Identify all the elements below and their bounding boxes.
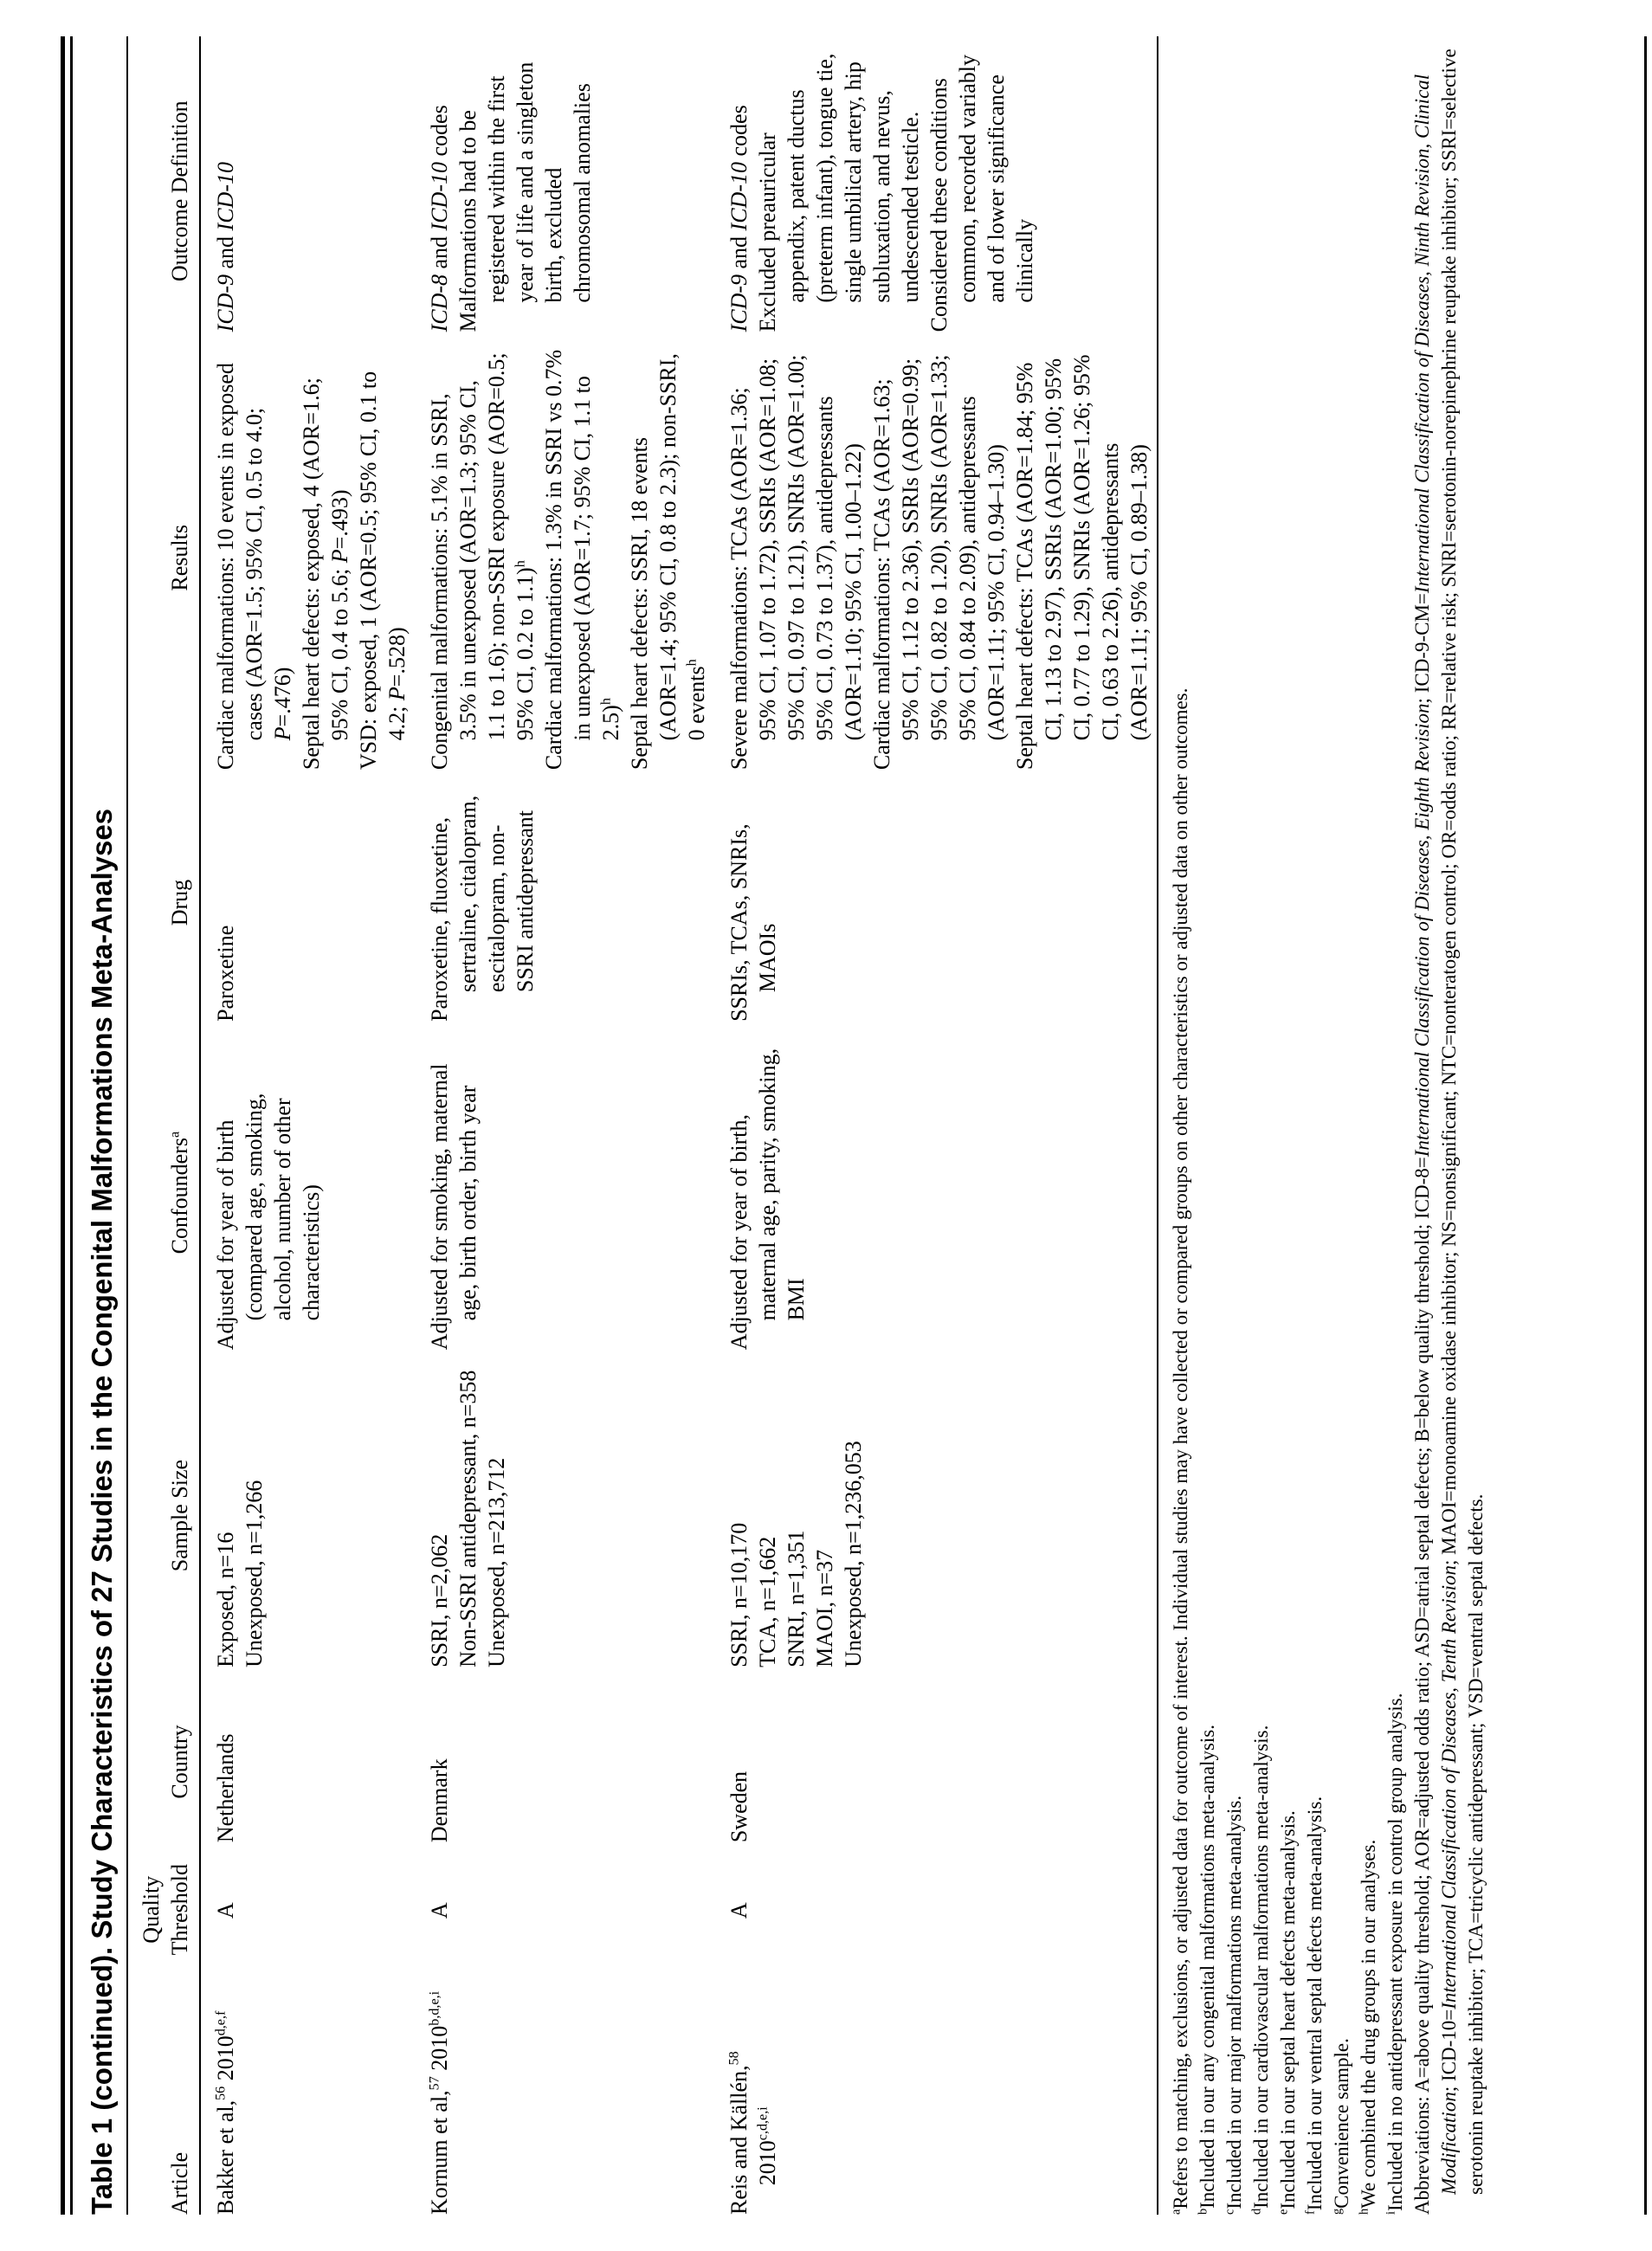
cell-paragraph: Considered these conditions common, recorded variably and of lower significance clinically — [926, 55, 1037, 332]
text-run: International Classification of Diseases, Eighth Revision — [1411, 703, 1433, 1158]
text-run: International Classification of Diseases, Ninth Revision, Clinical Modification — [1411, 74, 1460, 2195]
cell-paragraph: Paroxetine — [213, 925, 238, 1022]
cell-paragraph: Adjusted for smoking, maternal age, birth order, birth year — [427, 1063, 481, 1351]
footnote-item: $^b$Included in our any congenital malformations meta-analysis. — [1196, 1725, 1218, 2215]
cell-paragraph: Sweden — [726, 1770, 752, 1843]
footnote-item: $^e$Included in our septal heart defects meta-analysis. — [1276, 1810, 1299, 2215]
footnote-item: $^a$Refers to matching, exclusions, or adjusted data for outcome of interest. Individual studies may have collected or compared groups on other characteristics or adjusted data on other outcomes. — [1169, 687, 1191, 2215]
cell-paragraph: ICD-9 and ICD-10 codes — [726, 105, 752, 332]
cell-article — [415, 1963, 714, 2215]
cell-paragraph: Non-SSRI antidepressant, n=358 — [455, 1370, 481, 1667]
footnote-item: $^f$Included in our ventral septal defects meta-analysis. — [1303, 1796, 1326, 2215]
cell-paragraph: Unexposed, n=1,266 — [242, 1480, 267, 1667]
table-row — [714, 36, 1157, 2215]
cell-sample-size — [714, 1350, 1157, 1667]
cell-paragraph: Kornum et al,$^{57}$ 2010$^{b,d,e,i}$ — [427, 1990, 452, 2215]
cell-paragraph: Unexposed, n=1,236,053 — [841, 1441, 866, 1667]
cell-paragraph: Bakker et al,$^{56}$ 2010$^{d,e,f}$ — [213, 2010, 238, 2215]
footnote-marker: i — [1384, 2211, 1398, 2215]
footnote-marker: f — [1303, 2210, 1318, 2215]
column-header-label: Outcome Definition — [167, 100, 192, 282]
cell-paragraph: A — [726, 1902, 752, 1919]
cell-paragraph: Netherlands — [213, 1733, 238, 1843]
cell-paragraph: Congenital malformations: 5.1% in SSRI, 3.5% in unexposed (AOR=1.3; 95% CI, 1.1 to 1.6); non-SSRI exposure (AOR=0.5; 95% CI, 0.2 to 1.1)$^h$ — [427, 352, 538, 771]
column-header-label: Quality Threshold — [139, 1863, 192, 1956]
cell-paragraph: VSD: exposed, 1 (AOR=0.5; 95% CI, 0.1 to 4.2; P=.528) — [356, 371, 410, 771]
footnote-marker: b — [1196, 2208, 1210, 2215]
cell-outcome-definition — [714, 36, 1157, 332]
column-header-article — [128, 1963, 200, 2215]
page-bottom-rule — [1644, 36, 1647, 2215]
text-run: P — [270, 726, 295, 741]
cell-paragraph: Adjusted for year of birth, maternal age, parity, smoking, BMI — [726, 1048, 809, 1351]
cell-paragraph: MAOI, n=37 — [812, 1549, 837, 1667]
footnote-item: $^g$Convenience sample. — [1330, 2038, 1352, 2215]
column-header-label: Drug — [167, 879, 192, 926]
superscript: 57 — [427, 2076, 442, 2091]
cell-paragraph: SSRI, n=10,170 — [726, 1522, 752, 1667]
text-run: ICD-10 — [427, 162, 452, 231]
text-run: ICD-8 — [427, 274, 452, 332]
cell-sample-size — [200, 1350, 415, 1667]
text-run: P — [384, 687, 410, 701]
cell-confounders — [415, 1022, 714, 1350]
column-header-label: Country — [167, 1725, 192, 1799]
superscript: h — [513, 560, 528, 568]
cell-quality-threshold — [415, 1842, 714, 1963]
column-header-results — [128, 332, 200, 770]
cell-paragraph: SSRIs, TCAs, SNRIs, MAOIs — [726, 823, 780, 1022]
cell-paragraph: Severe malformations: TCAs (AOR=1.36; 95% CI, 1.07 to 1.72), SSRIs (AOR=1.08; 95% CI, 0.97 to 1.21), SNRIs (AOR=1.00; 95% CI, 0.73 to 1.37), antidepressants (AOR=1.10; 95% CI, 1.00–1.22) — [726, 354, 866, 771]
superscript: c,d,e,i — [755, 2106, 771, 2141]
column-header-drug — [128, 770, 200, 1022]
cell-outcome-definition — [200, 36, 415, 332]
cell-paragraph: Malformations had to be registered within the first year of life and a singleton birth, excluded chromosomal anomalies — [455, 61, 595, 332]
cell-paragraph: A — [213, 1902, 238, 1919]
footnote-item: $^c$Included in our major malformations meta-analysis. — [1223, 1795, 1245, 2215]
cell-country — [200, 1667, 415, 1842]
cell-paragraph: Septal heart defects: exposed, 4 (AOR=1.6; 95% CI, 0.4 to 5.6; P=.493) — [299, 377, 352, 771]
cell-paragraph: Septal heart defects: TCAs (AOR=1.84; 95% CI, 1.13 to 2.97), SSRIs (AOR=1.00; 95% CI, 0.77 to 1.29), SNRIs (AOR=1.26; 95% CI, 0.63 to 2.26), antidepressants (AOR=1.11; 95% CI, 0.89–1.38) — [1012, 354, 1152, 771]
footnote-item: $^h$We combined the drug groups in our analyses. — [1357, 1839, 1379, 2215]
text-run: ICD-10 — [213, 162, 238, 231]
footnote-marker: h — [1357, 2208, 1371, 2215]
cell-paragraph: Paroxetine, fluoxetine, sertraline, citalopram, escitalopram, non-SSRI antidepressant — [427, 795, 538, 1022]
cell-drug — [200, 770, 415, 1022]
footnote-marker: e — [1276, 2209, 1291, 2215]
cell-paragraph: Reis and Källén,$^{58}$ 2010$^{c,d,e,i}$ — [726, 2051, 780, 2215]
column-header-outcome-definition — [128, 36, 200, 332]
superscript: d,e,f — [213, 2010, 229, 2036]
superscript: a — [167, 1131, 183, 1138]
cell-sample-size — [415, 1350, 714, 1667]
column-header-label: Confounders — [167, 1137, 192, 1254]
column-header-label: Sample Size — [167, 1459, 192, 1572]
footnotes-block — [1167, 36, 1489, 2215]
cell-article — [714, 1963, 1157, 2215]
table-header — [128, 36, 200, 2215]
column-header-sample-size — [128, 1350, 200, 1667]
footnote-item: $^d$Included in our cardiovascular malformations meta-analysis. — [1249, 1725, 1272, 2215]
column-header-quality-threshold — [128, 1842, 200, 1963]
cell-confounders — [200, 1022, 415, 1350]
superscript: 58 — [726, 2051, 742, 2066]
cell-results — [415, 332, 714, 770]
column-header-label: Results — [167, 525, 192, 591]
cell-paragraph: Exposed, n=16 — [213, 1532, 238, 1667]
text-run: P — [327, 549, 352, 564]
footnote-marker: g — [1330, 2208, 1345, 2215]
text-run: ICD-9 — [726, 274, 752, 332]
footnote-marker: c — [1223, 2209, 1237, 2215]
table-body — [200, 36, 1157, 2215]
column-header-confounders — [128, 1022, 200, 1350]
cell-quality-threshold — [200, 1842, 415, 1963]
footnote-item: $^i$Included in no antidepressant exposure in control group analysis. — [1384, 1693, 1406, 2215]
cell-drug — [714, 770, 1157, 1022]
cell-paragraph: Cardiac malformations: 1.3% in SSRI vs 0.7% in unexposed (AOR=1.7; 95% CI, 1.1 to 2.5)$^h$ — [541, 349, 623, 771]
cell-paragraph: Adjusted for year of birth (compared age, smoking, alcohol, number of other characteristics) — [213, 1093, 324, 1351]
abbreviations-note: Abbreviations: A=above quality threshold; AOR=adjusted odds ratio; ASD=atrial septal defects; B=below quality threshold; ICD-8=International Classification of Diseases, Eighth Revision; ICD-9-CM=International Classification of Diseases, Ninth Revision, Clinical Modification; ICD-10=International Classification of Diseases, Tenth Revision; MAOI=monoamine oxidase inhibitor; NS=nonsignificant; NTC=nonteratogen control; OR=odds ratio; RR=relative risk; SNRI=serotonin-norepinephrine reuptake inhibitor; SSRI=selective serotonin reuptake inhibitor; TCA=tricyclic antidepressant; VSD=ventral septal defects. — [1411, 48, 1487, 2215]
superscript: b,d,e,i — [427, 1990, 442, 2026]
cell-outcome-definition — [415, 36, 714, 332]
cell-paragraph: Cardiac malformations: TCAs (AOR=1.63; 95% CI, 1.12 to 2.36), SSRIs (AOR=0.99; 95% CI, 0.82 to 1.20), SNRIs (AOR=1.33; 95% CI, 0.84 to 2.09), antidepressants (AOR=1.11; 95% CI, 0.94–1.30) — [869, 354, 1009, 771]
superscript: 56 — [213, 2086, 229, 2100]
cell-paragraph: ICD-8 and ICD-10 codes — [427, 105, 452, 332]
cell-paragraph: Excluded preauricular appendix, patent ductus (preterm infant), tongue tie, single umbilical artery, hip subluxation, and nevus, undescended testicle. — [755, 53, 923, 332]
text-run: ICD-9 — [213, 274, 238, 332]
cell-drug — [415, 770, 714, 1022]
table-bottom-rule — [1157, 36, 1158, 2215]
top-double-rule — [61, 36, 73, 2215]
cell-paragraph: A — [427, 1902, 452, 1919]
cell-paragraph: Unexposed, n=213,712 — [484, 1457, 509, 1667]
table-header-row — [128, 36, 200, 2215]
cell-country — [714, 1667, 1157, 1842]
cell-paragraph: TCA, n=1,662 — [755, 1536, 780, 1667]
text-run: ICD-10 — [726, 162, 752, 231]
superscript: h — [684, 659, 700, 667]
cell-article — [200, 1963, 415, 2215]
column-header-country — [128, 1667, 200, 1842]
study-characteristics-table — [128, 36, 1157, 2215]
cell-paragraph: SNRI, n=1,351 — [784, 1530, 809, 1667]
cell-country — [415, 1667, 714, 1842]
cell-paragraph: Cardiac malformations: 10 events in exposed cases (AOR=1.5; 95% CI, 0.5 to 4.0; P=.476) — [213, 363, 295, 771]
footnote-marker: a — [1169, 2209, 1184, 2215]
column-header-label: Article — [167, 2151, 192, 2215]
cell-paragraph: Septal heart defects: SSRI, 18 events (AOR=1.4; 95% CI, 0.8 to 2.3); non-SSRI, 0 events$^h$ — [627, 353, 709, 771]
footnote-marker: d — [1249, 2208, 1264, 2215]
cell-results — [200, 332, 415, 770]
cell-quality-threshold — [714, 1842, 1157, 1963]
cell-results — [714, 332, 1157, 770]
table-row — [415, 36, 714, 2215]
table-row — [200, 36, 415, 2215]
cell-paragraph: ICD-9 and ICD-10 — [213, 162, 238, 332]
superscript: h — [598, 698, 614, 706]
cell-confounders — [714, 1022, 1157, 1350]
cell-paragraph: Denmark — [427, 1758, 452, 1843]
cell-paragraph: SSRI, n=2,062 — [427, 1533, 452, 1667]
text-run: International Classification of Diseases, Tenth Revision — [1438, 1564, 1460, 2009]
table-title: Table 1 (continued). Study Characteristics of 27 Studies in the Congenital Malformations Meta-Analyses — [86, 808, 118, 2215]
